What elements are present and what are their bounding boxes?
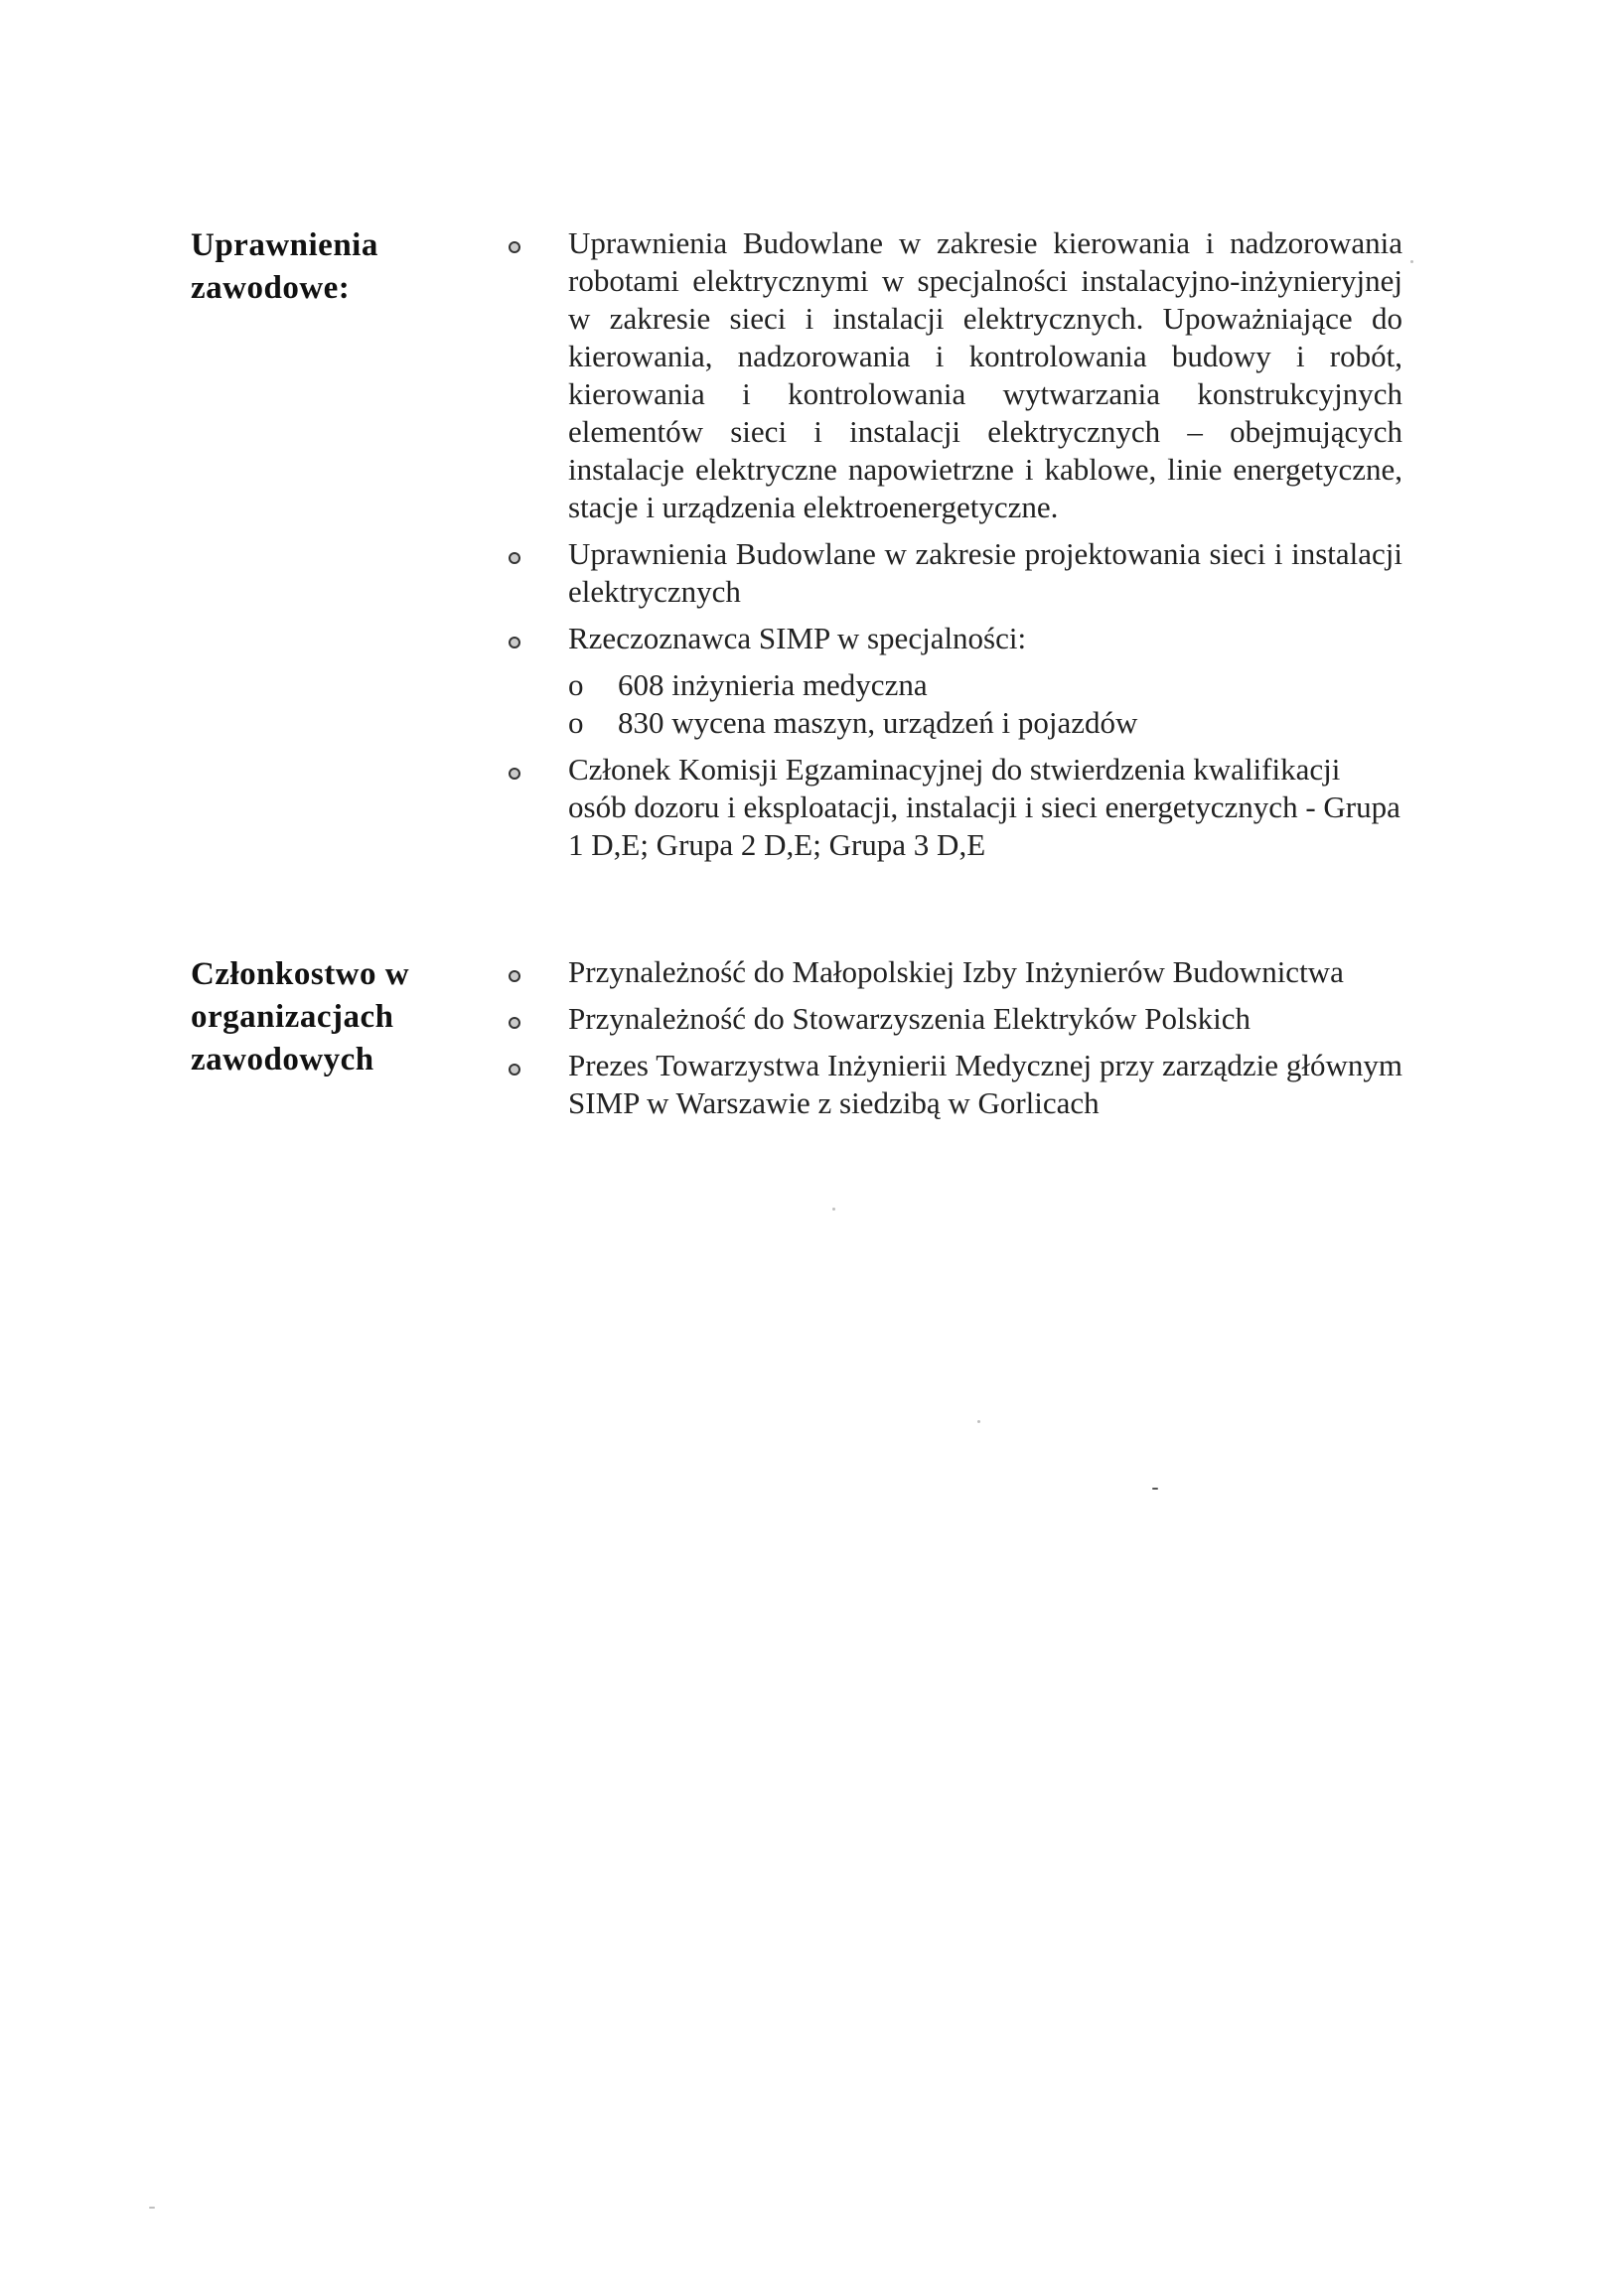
bullet-icon bbox=[509, 970, 520, 982]
scan-speck bbox=[977, 1420, 980, 1423]
list-item-text: Przynależność do Stowarzyszenia Elektryków Polskich bbox=[568, 1001, 1251, 1036]
list-item bbox=[509, 620, 1402, 657]
bullet-icon bbox=[509, 768, 520, 780]
bullet-list bbox=[509, 224, 1402, 864]
sub-list-item bbox=[509, 704, 1402, 742]
list-item-text: Uprawnienia Budowlane w zakresie kierowania i nadzorowania robotami elektrycznymi w specjalności instalacyjno-inżynieryjnej w zakresie sieci i instalacji elektrycznych. Upoważniające do kierowania, nadzorowania i kontrolowania budowy i robót, kierowania i kontrolowania wytwarzania konstrukcyjnych elementów sieci i instalacji elektrycznych – obejmujących instalacje elektryczne napowietrzne i kablowe, linie energetyczne, stacje i urządzenia elektroenergetyczne. bbox=[568, 225, 1402, 524]
list-item-text: Przynależność do Małopolskiej Izby Inżynierów Budownictwa bbox=[568, 954, 1344, 989]
list-item bbox=[509, 1047, 1402, 1122]
heading-line: zawodowe: bbox=[191, 270, 351, 306]
sub-list-item-text: 608 inżynieria medyczna bbox=[618, 667, 928, 702]
bullet-icon bbox=[509, 637, 520, 648]
section-heading bbox=[191, 953, 479, 1081]
sub-list-wrapper bbox=[509, 666, 1402, 742]
list-item-text: Uprawnienia Budowlane w zakresie projektowania sieci i instalacji elektrycznych bbox=[568, 536, 1402, 609]
sub-list-item bbox=[509, 666, 1402, 704]
heading-line: Uprawnienia bbox=[191, 227, 378, 263]
sub-list-item-text: 830 wycena maszyn, urządzeń i pojazdów bbox=[618, 705, 1138, 740]
section-heading bbox=[191, 224, 479, 310]
bullet-icon bbox=[509, 241, 520, 253]
bullet-icon bbox=[509, 1064, 520, 1076]
heading-line: zawodowych bbox=[191, 1042, 374, 1077]
list-item bbox=[509, 1000, 1402, 1038]
list-item bbox=[509, 953, 1402, 991]
scan-speck bbox=[1152, 1488, 1158, 1490]
circle-marker-icon: o bbox=[568, 705, 584, 740]
list-item-text: Rzeczoznawca SIMP w specjalności: bbox=[568, 621, 1027, 655]
list-item-text: Członek Komisji Egzaminacyjnej do stwierdzenia kwalifikacji osób dozoru i eksploatacji, instalacji i sieci energetycznych - Grupa 1 D,E; Grupa 2 D,E; Grupa 3 D,E bbox=[568, 752, 1400, 862]
list-item bbox=[509, 224, 1402, 526]
list-item-text: Prezes Towarzystwa Inżynierii Medycznej przy zarządzie głównym SIMP w Warszawie z siedzibą w Gorlicach bbox=[568, 1048, 1402, 1120]
bullet-list bbox=[509, 953, 1402, 1122]
list-item bbox=[509, 751, 1402, 864]
bullet-icon bbox=[509, 552, 520, 564]
scan-speck bbox=[832, 1208, 835, 1211]
section-body bbox=[509, 953, 1402, 1122]
heading-line: Członkostwo w bbox=[191, 956, 410, 992]
scan-speck bbox=[149, 2207, 155, 2209]
section-body bbox=[509, 224, 1402, 864]
list-item bbox=[509, 535, 1402, 611]
sub-list bbox=[509, 666, 1402, 742]
scan-speck bbox=[1410, 260, 1413, 263]
circle-marker-icon: o bbox=[568, 667, 584, 702]
heading-line: organizacjach bbox=[191, 999, 394, 1035]
bullet-icon bbox=[509, 1017, 520, 1029]
